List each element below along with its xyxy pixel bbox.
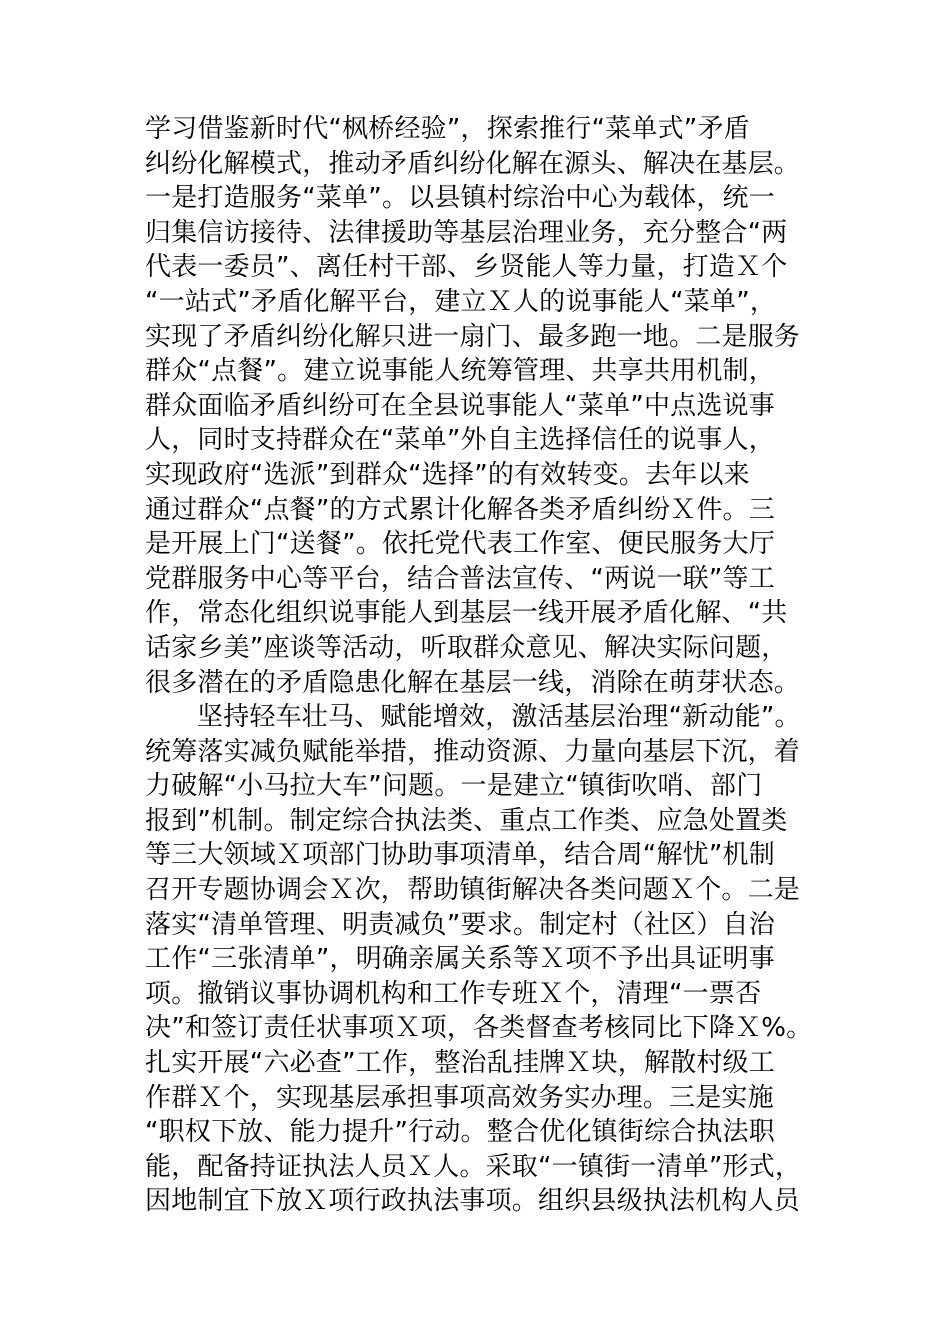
text-line: 学习借鉴新时代“枫桥经验”，探索推行“菜单式”矛盾: [145, 114, 750, 144]
text-line: 召开专题协调会Ｘ次，帮助镇街解决各类问题Ｘ个。二是: [145, 875, 801, 906]
text-line: 工作“三张清单”，明确亲属关系等Ｘ项不予出具证明事: [145, 944, 775, 975]
text-line: 代表一委员”、离任村干部、乡贤能人等力量，打造Ｘ个: [145, 252, 788, 283]
text-line: 群众面临矛盾纠纷可在全县说事能人“菜单”中点选说事: [145, 390, 775, 421]
text-line: 实现了矛盾纠纷化解只进一扇门、最多跑一地。二是服务: [145, 321, 801, 352]
text-line: 很多潜在的矛盾隐患化解在基层一线，消除在萌芽状态。: [145, 667, 801, 698]
body-text: [145, 112, 835, 1219]
text-line: “职权下放、能力提升”行动。整合优化镇街综合执法职: [145, 1117, 775, 1148]
text-line: 作，常态化组织说事能人到基层一线开展矛盾化解、“共: [145, 598, 788, 629]
text-line: 报到”机制。制定综合执法类、重点工作类、应急处置类: [145, 805, 788, 836]
text-line: 力破解“小马拉大车”问题。一是建立“镇街吹哨、部门: [145, 771, 763, 802]
text-line: 等三大领域Ｘ项部门协助事项清单，结合周“解忧”机制: [145, 840, 775, 871]
text-line: 落实“清单管理、明责减负”要求。制定村（社区）自治: [145, 909, 775, 940]
text-line: 能，配备持证执法人员Ｘ人。采取“一镇街一清单”形式，: [145, 1151, 802, 1182]
text-line: 决”和签订责任状事项Ｘ项，各类督查考核同比下降Ｘ%。: [145, 1013, 813, 1044]
text-line: 归集信访接待、法律援助等基层治理业务，充分整合“两: [145, 217, 788, 248]
text-line: 通过群众“点餐”的方式累计化解各类矛盾纠纷Ｘ件。三: [145, 494, 775, 525]
text-line: 统筹落实减负赋能举措，推动资源、力量向基层下沉，着: [145, 736, 801, 767]
text-line: 群众“点餐”。建立说事能人统筹管理、共享共用机制，: [145, 356, 775, 387]
text-line: 因地制宜下放Ｘ项行政执法事项。组织县级执法机构人员: [145, 1186, 801, 1217]
text-line: 作群Ｘ个，实现基层承担事项高效务实办理。三是实施: [145, 1082, 774, 1113]
text-line: 是开展上门“送餐”。依托党代表工作室、便民服务大厅: [145, 529, 775, 560]
text-line: 人，同时支持群众在“菜单”外自主选择信任的说事人，: [145, 425, 775, 456]
text-line: 一是打造服务“菜单”。以县镇村综治中心为载体，统一: [145, 183, 775, 214]
text-line: 项。撤销议事协调机构和工作专班Ｘ个，清理“一票否: [145, 978, 762, 1009]
text-line: 话家乡美”座谈等活动，听取群众意见、解决实际问题，: [145, 632, 788, 663]
text-line: 纠纷化解模式，推动矛盾纠纷化解在源头、解决在基层。: [145, 148, 801, 179]
paragraph-start-line: 坚持轻车壮马、赋能增效，激活基层治理“新动能”。: [197, 702, 801, 733]
text-line: “一站式”矛盾化解平台，建立Ｘ人的说事能人“菜单”，: [145, 286, 777, 317]
text-line: 党群服务中心等平台，结合普法宣传、“两说一联”等工: [145, 563, 775, 594]
text-line: 实现政府“选派”到群众“选择”的有效转变。去年以来: [145, 459, 750, 490]
text-line: 扎实开展“六必查”工作，整治乱挂牌Ｘ块，解散村级工: [145, 1048, 775, 1079]
